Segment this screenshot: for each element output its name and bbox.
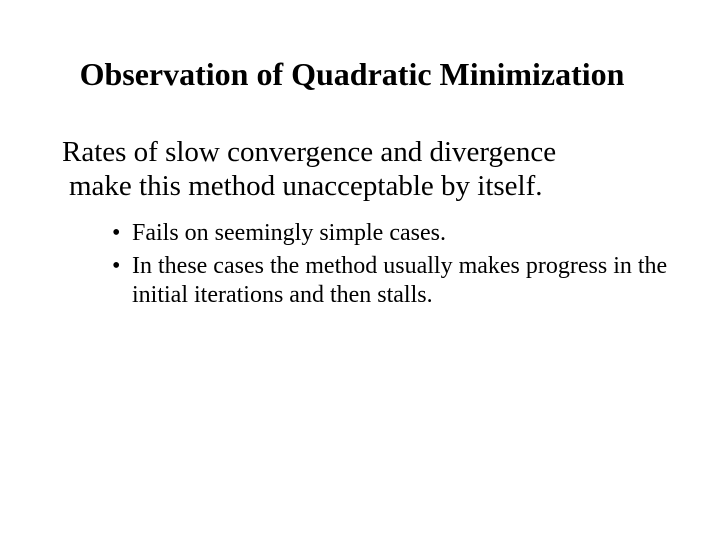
bullet-item-1 [112, 219, 702, 248]
intro-paragraph [62, 135, 662, 203]
bullet-item-2 [112, 252, 702, 310]
bullet-text-2: In these cases the method usually makes progress in the initial iterations and then stalls. [132, 253, 668, 308]
bullet-icon: • [112, 253, 121, 279]
bullet-icon: • [112, 220, 121, 246]
bullet-list [112, 219, 702, 314]
intro-line-1: Rates of slow convergence and divergence [62, 136, 557, 168]
intro-line-2: make this method unacceptable by itself. [69, 170, 543, 202]
bullet-text-1: Fails on seemingly simple cases. [132, 220, 446, 246]
slide-title: Observation of Quadratic Minimization [79, 56, 625, 92]
